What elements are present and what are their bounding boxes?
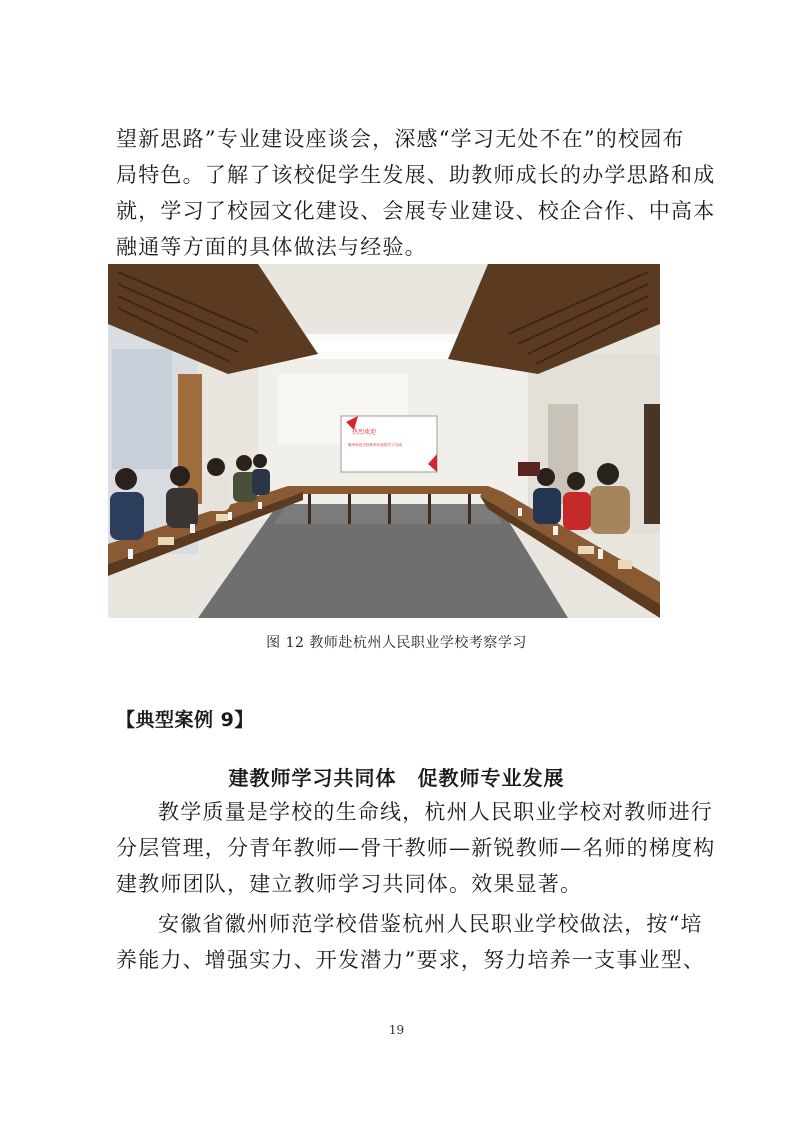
meeting-room-image: [108, 264, 660, 618]
screen-title: 热烈欢迎: [352, 429, 377, 436]
text-line: 分层管理，分青年教师—骨干教师—新锐教师—名师的梯度构: [116, 836, 716, 860]
text-line: 望新思路”专业建设座谈会，深感“学习无处不在”的校园布: [116, 127, 685, 151]
text-line: 教学质量是学校的生命线，杭州人民职业学校对教师进行: [158, 800, 713, 824]
screen-subtitle: 徽州师范学校教师来我校学习交流: [348, 443, 402, 447]
paragraph-case-practice: [116, 906, 706, 978]
page-number: 19: [388, 1023, 405, 1037]
text-line: 融通等方面的具体做法与经验。: [116, 235, 427, 259]
case-heading: 【典型案例 9】: [116, 709, 254, 731]
figure-caption: 图 12 教师赴杭州人民职业学校考察学习: [266, 635, 527, 651]
section-title: 建教师学习共同体 促教师专业发展: [228, 766, 565, 790]
text-line: 养能力、增强实力、开发潜力”要求，努力培养一支事业型、: [116, 948, 706, 972]
paragraph-case-body: [116, 794, 716, 902]
text-line: 安徽省徽州师范学校借鉴杭州人民职业学校做法，按“培: [158, 912, 703, 936]
text-line: 就，学习了校园文化建设、会展专业建设、校企合作、中高本: [116, 199, 716, 223]
paragraph-intro: [116, 121, 716, 265]
text-line: 局特色。了解了该校促学生发展、助教师成长的办学思路和成: [116, 163, 716, 187]
text-line: 建教师团队，建立教师学习共同体。效果显著。: [116, 872, 583, 896]
meeting-photo: [108, 264, 660, 618]
